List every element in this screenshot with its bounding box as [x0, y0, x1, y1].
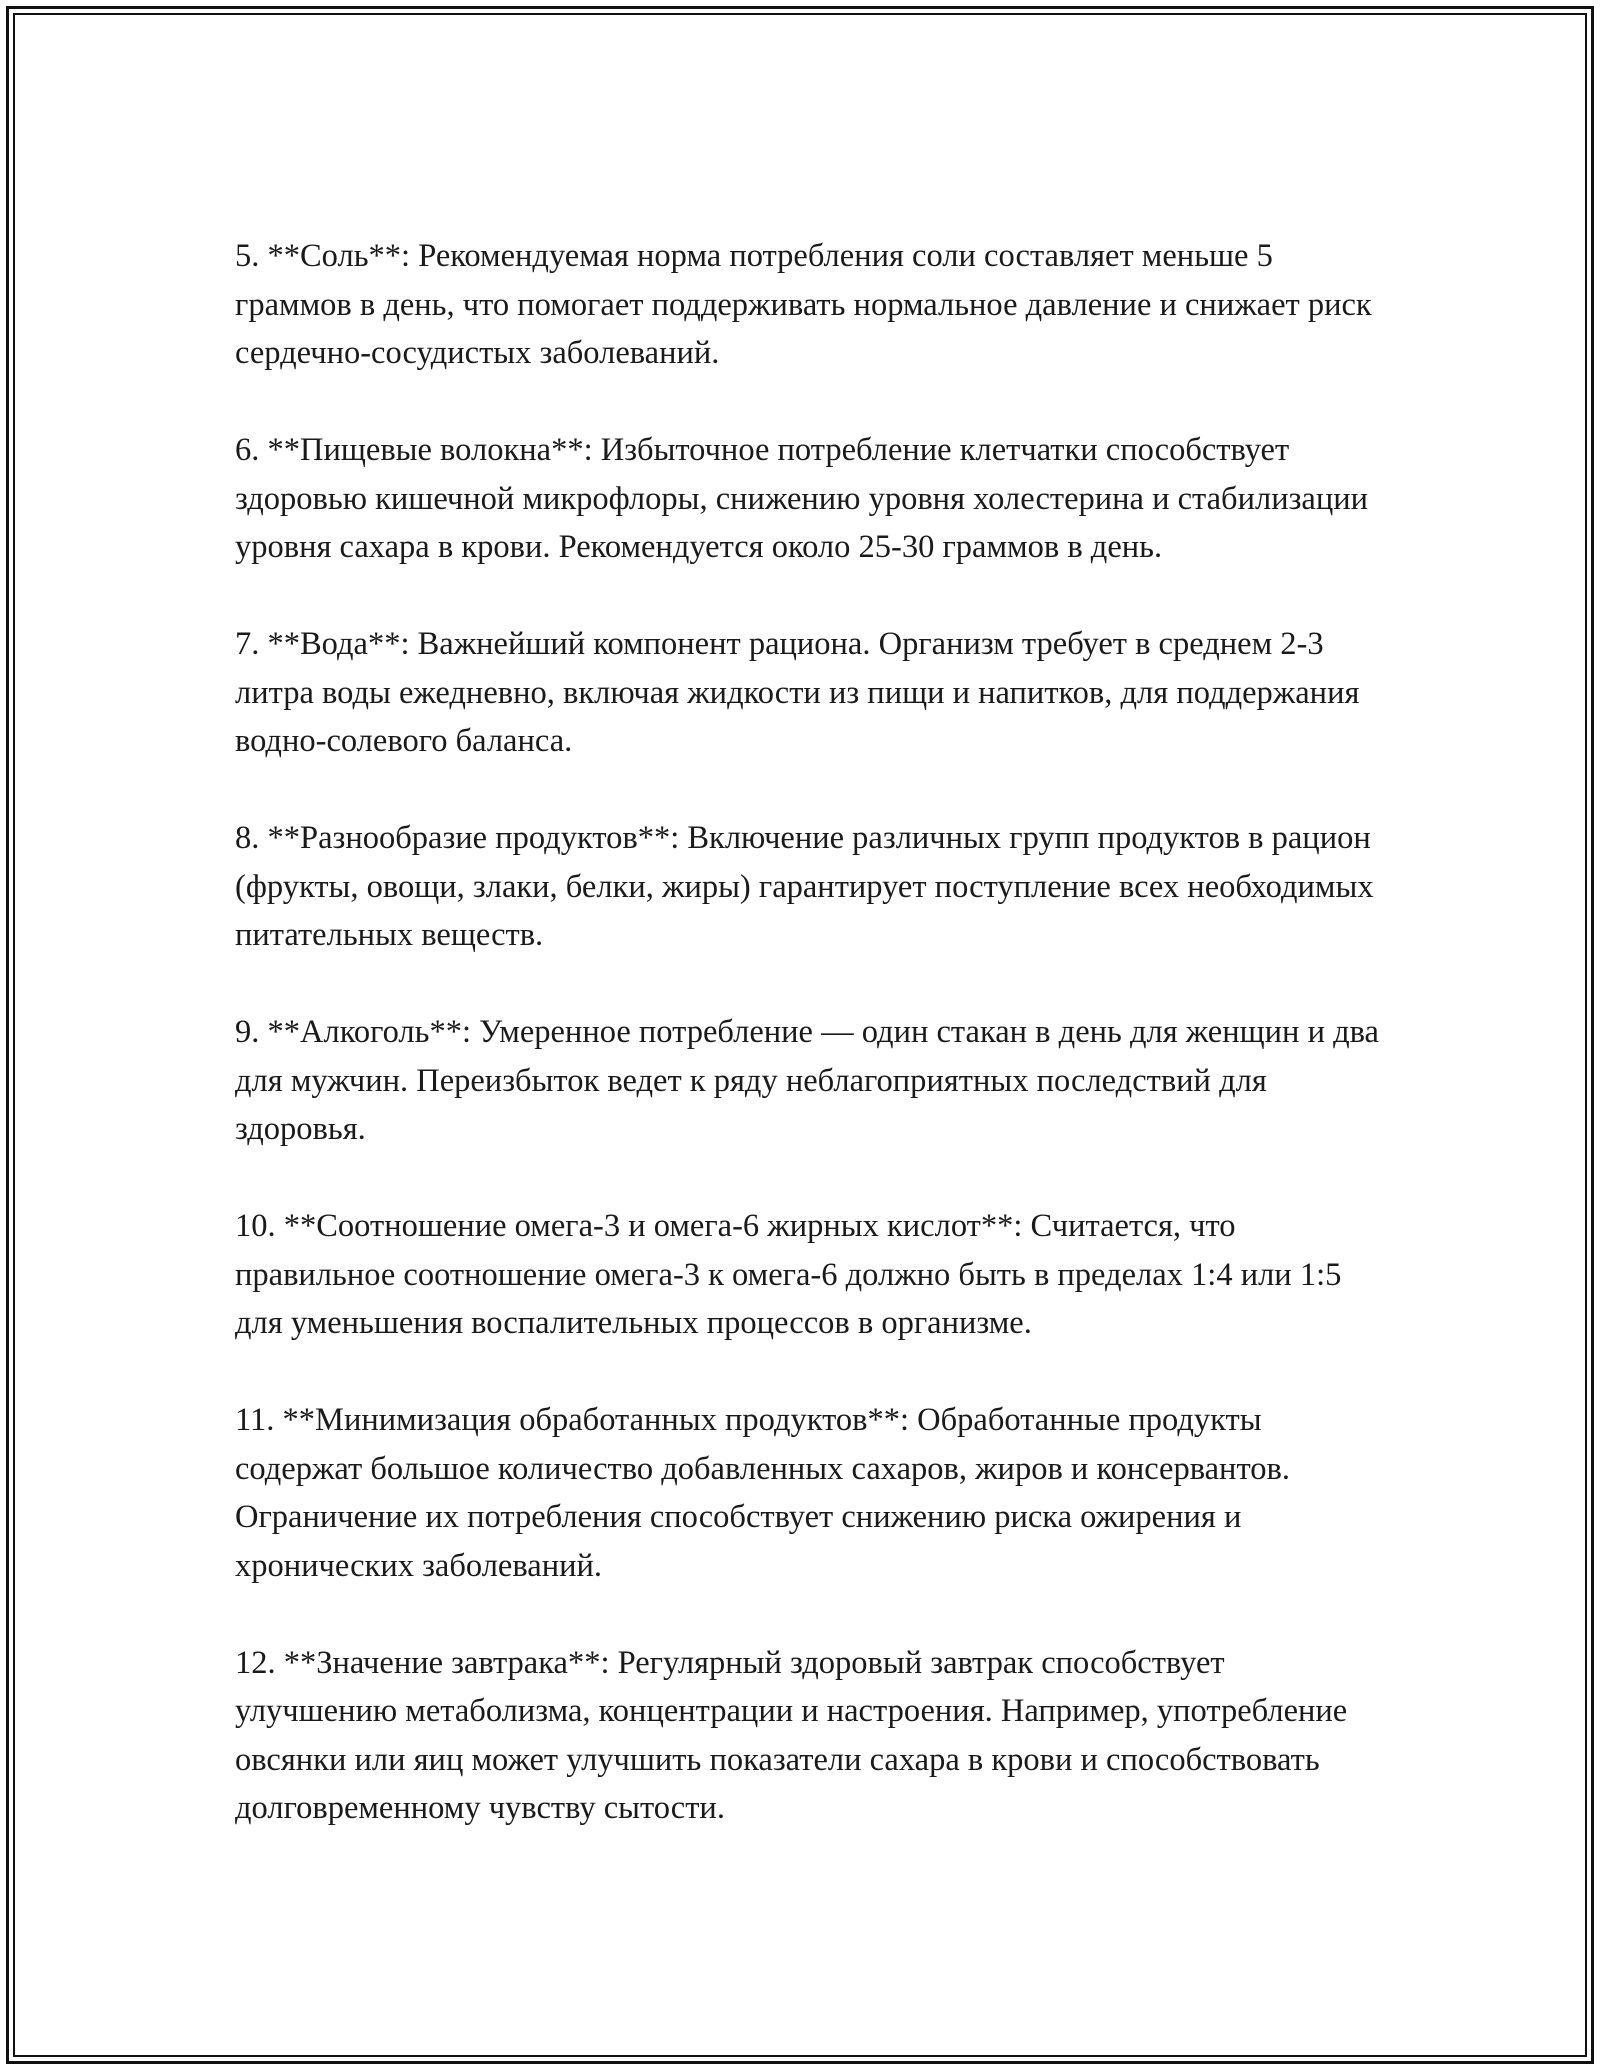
paragraph-salt: 5. **Соль**: Рекомендуемая норма потребления соли составляет меньше 5 граммов в день, что помогает поддерживать нормальное давление и снижает риск сердечно-сосудистых заболеваний. — [235, 238, 1372, 371]
paragraph-breakfast: 12. **Значение завтрака**: Регулярный здоровый завтрак способствует улучшению метаболизма, концентрации и настроения. Например, употребление овсянки или яиц может улучшить показатели сахара в крови и способствовать долговременному чувству сытости. — [235, 1644, 1348, 1826]
paragraph-food-variety: 8. **Разнообразие продуктов**: Включение различных групп продуктов в рацион (фрукты, овощи, злаки, белки, жиры) гарантирует поступление всех необходимых питательных веществ. — [235, 820, 1374, 953]
paragraph-processed-foods: 11. **Минимизация обработанных продуктов**: Обработанные продукты содержат большое количество добавленных сахаров, жиров и консервантов. Ограничение их потребления способствует снижению риска ожирения и хронических заболеваний. — [235, 1402, 1290, 1584]
paragraph-water: 7. **Вода**: Важнейший компонент рациона. Организм требует в среднем 2-3 литра воды ежедневно, включая жидкости из пищи и напитков, для поддержания водно-солевого баланса. — [235, 626, 1360, 759]
paragraph-omega-ratio: 10. **Соотношение омега-3 и омега-6 жирных кислот**: Считается, что правильное соотношение омега-3 к омега-6 должно быть в пределах 1:4 или 1:5 для уменьшения воспалительных процессов в организме. — [235, 1208, 1342, 1341]
document-body — [235, 232, 1385, 1881]
paragraph-alcohol: 9. **Алкоголь**: Умеренное потребление — один стакан в день для женщин и два для мужчин. Переизбыток ведет к ряду неблагоприятных последствий для здоровья. — [235, 1014, 1379, 1147]
paragraph-dietary-fiber: 6. **Пищевые волокна**: Избыточное потребление клетчатки способствует здоровью кишечной микрофлоры, снижению уровня холестерина и стабилизации уровня сахара в крови. Рекомендуется около 25-30 граммов в день. — [235, 432, 1369, 565]
